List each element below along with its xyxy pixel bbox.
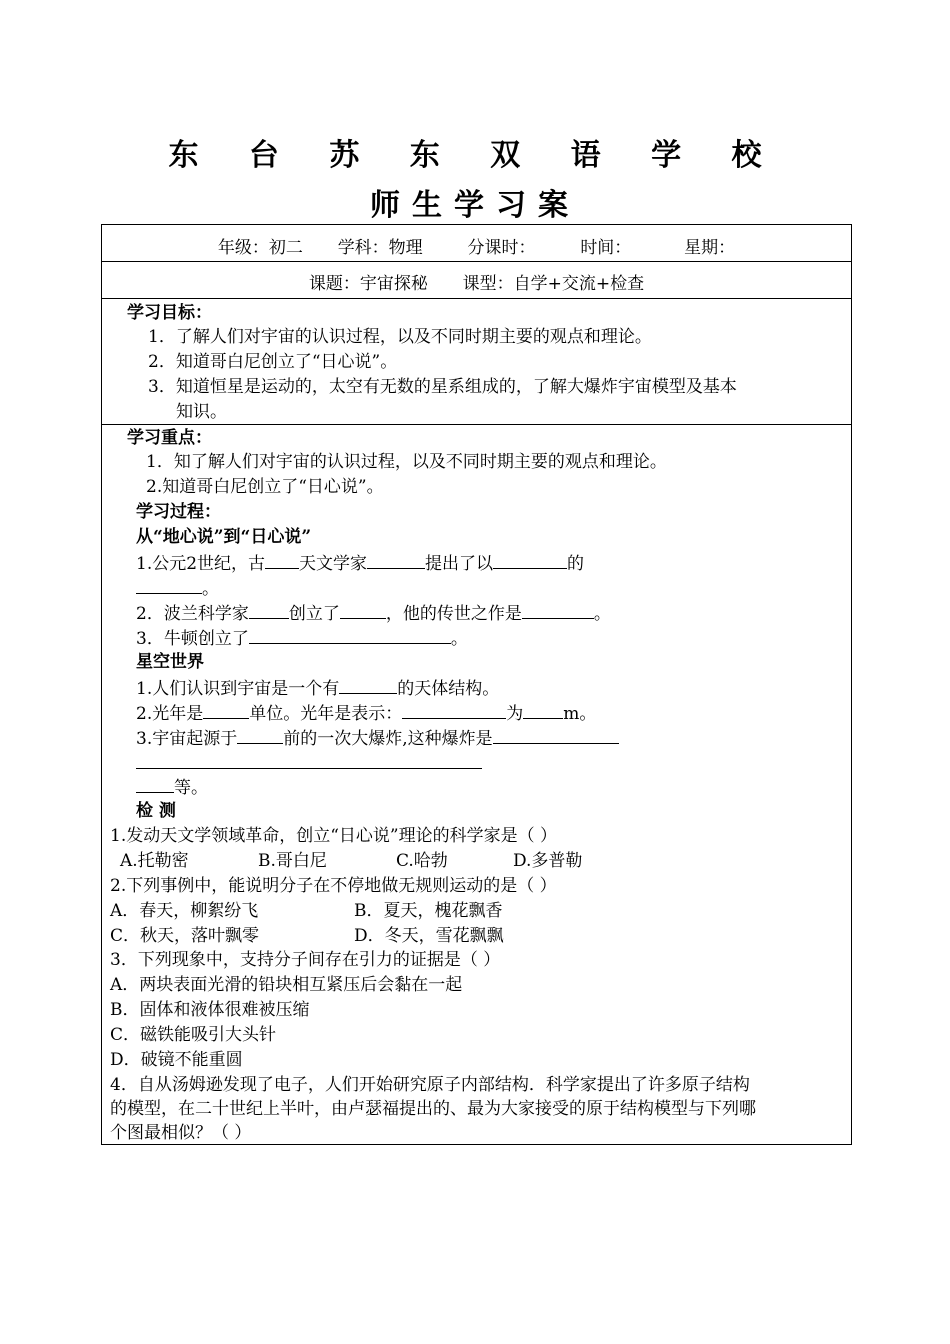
answer-blank[interactable] [493,550,567,569]
topic-row [102,269,851,294]
grade-label: 年级：初二 [217,238,303,258]
option-b[interactable]: B．固体和液体很难被压缩 [110,1000,310,1020]
answer-blank[interactable] [265,550,299,569]
question-text: 1.公元2世纪，古 [136,554,266,574]
question-text: 。 [593,604,611,624]
answer-blank[interactable] [493,725,619,744]
question-text: 3．牛顿创立了 [136,629,249,649]
test-question: 个图最相似？（ ） [110,1123,252,1143]
key-points-heading: 学习重点： [127,428,212,448]
goal-item: 知识。 [176,402,227,422]
test-question: 的模型，在二十世纪上半叶，由卢瑟福提出的、最为大家接受的原于结构模型与下列哪 [110,1099,756,1119]
answer-blank[interactable] [402,700,506,719]
test-question: 2.下列事例中，能说明分子在不停地做无规则运动的是（ ） [110,876,557,896]
process-heading: 学习过程： [136,502,221,522]
question-text: m。 [563,704,597,724]
fill-question-cont [136,774,208,800]
question-text: 为 [506,704,524,724]
answer-blank[interactable] [136,750,482,769]
option-a[interactable]: A.托勒密 [120,851,189,871]
fill-question-cont [136,750,482,776]
goal-item: 2．知道哥白尼创立了“日心说”。 [148,352,398,372]
subject-label: 学科：物理 [337,238,423,258]
answer-blank[interactable] [203,700,249,719]
key-point-item: 2.知道哥白尼创立了“日心说”。 [146,477,384,497]
fill-question [136,625,468,651]
class-time-label: 分课时： [467,238,536,258]
header-row [102,233,851,258]
question-text: 1.人们认识到宇宙是一个有 [136,679,340,699]
fill-question-cont [136,575,219,601]
option-a[interactable]: A．两块表面光滑的铅块相互紧压后会黏在一起 [110,975,463,995]
option-d[interactable]: D.多普勒 [513,851,583,871]
question-text: 2．波兰科学家 [136,604,249,624]
question-text: 单位。光年是表示： [249,704,403,724]
option-row [120,849,582,873]
question-text: 。 [450,629,468,649]
question-text: 3.宇宙起源于 [136,729,238,749]
answer-blank[interactable] [249,600,289,619]
question-text: 2.光年是 [136,704,204,724]
fill-question [136,600,611,626]
test-question: 3．下列现象中，支持分子间存在引力的证据是（ ） [110,950,501,970]
test-question: 4．自从汤姆逊发现了电子，人们开始研究原子内部结构．科学家提出了许多原子结构 [110,1075,750,1095]
answer-blank[interactable] [237,725,283,744]
lesson-table [101,224,852,1145]
topic-title: 课题：宇宙探秘 [308,274,428,294]
fill-question [136,550,584,576]
school-title: 东 台 苏 东 双 语 学 校 [168,138,782,173]
option-c[interactable]: C．磁铁能吸引大头针 [110,1025,277,1045]
option-b[interactable]: B．夏天，槐花飘香 [354,901,503,921]
option-d[interactable]: D．破镜不能重圆 [110,1050,243,1070]
test-heading: 检 测 [136,801,176,821]
option-row [110,899,503,923]
option-row [110,924,504,948]
key-point-item: 1．知了解人们对宇宙的认识过程，以及不同时期主要的观点和理论。 [146,452,667,472]
goals-heading: 学习目标： [127,303,212,323]
answer-blank[interactable] [367,550,425,569]
divider [102,298,851,299]
goal-item: 3．知道恒星是运动的，太空有无数的星系组成的，了解大爆炸宇宙模型及基本 [148,377,737,397]
question-text: 创立了 [288,604,340,624]
question-text: 前的一次大爆炸,这种爆炸是 [283,729,493,749]
section-heading: 星空世界 [136,652,204,672]
answer-blank[interactable] [136,774,174,793]
answer-blank[interactable] [340,600,386,619]
answer-blank[interactable] [522,600,594,619]
divider [102,261,851,262]
section-heading: 从“地心说”到“日心说” [136,527,312,547]
option-c[interactable]: C．秋天，落叶飘零 [110,926,260,946]
option-a[interactable]: A．春天，柳絮纷飞 [110,901,259,921]
option-b[interactable]: B.哥白尼 [258,851,327,871]
fill-question [136,675,499,701]
option-c[interactable]: C.哈勃 [396,851,448,871]
lesson-type: 课型：自学+交流+检查 [462,274,645,294]
question-text: 的 [567,554,585,574]
question-text: 。 [202,579,219,599]
goal-item: 1．了解人们对宇宙的认识过程，以及不同时期主要的观点和理论。 [148,327,652,347]
option-d[interactable]: D．冬天，雪花飘飘 [354,926,504,946]
question-text: 天文学家 [299,554,368,574]
answer-blank[interactable] [523,700,563,719]
fill-question [136,725,619,751]
question-text: 的天体结构。 [397,679,500,699]
question-text: 提出了以 [425,554,494,574]
document-title: 师生学习案 [370,188,580,223]
answer-blank[interactable] [136,575,202,594]
question-text: ，他的传世之作是 [385,604,522,624]
weekday-label: 星期： [684,238,736,258]
test-question: 1.发动天文学领域革命，创立“日心说”理论的科学家是（ ） [110,826,558,846]
answer-blank[interactable] [249,625,451,644]
time-label: 时间： [580,238,632,258]
fill-question [136,700,596,726]
answer-blank[interactable] [339,675,397,694]
divider [102,424,851,425]
question-text: 等。 [174,778,208,798]
